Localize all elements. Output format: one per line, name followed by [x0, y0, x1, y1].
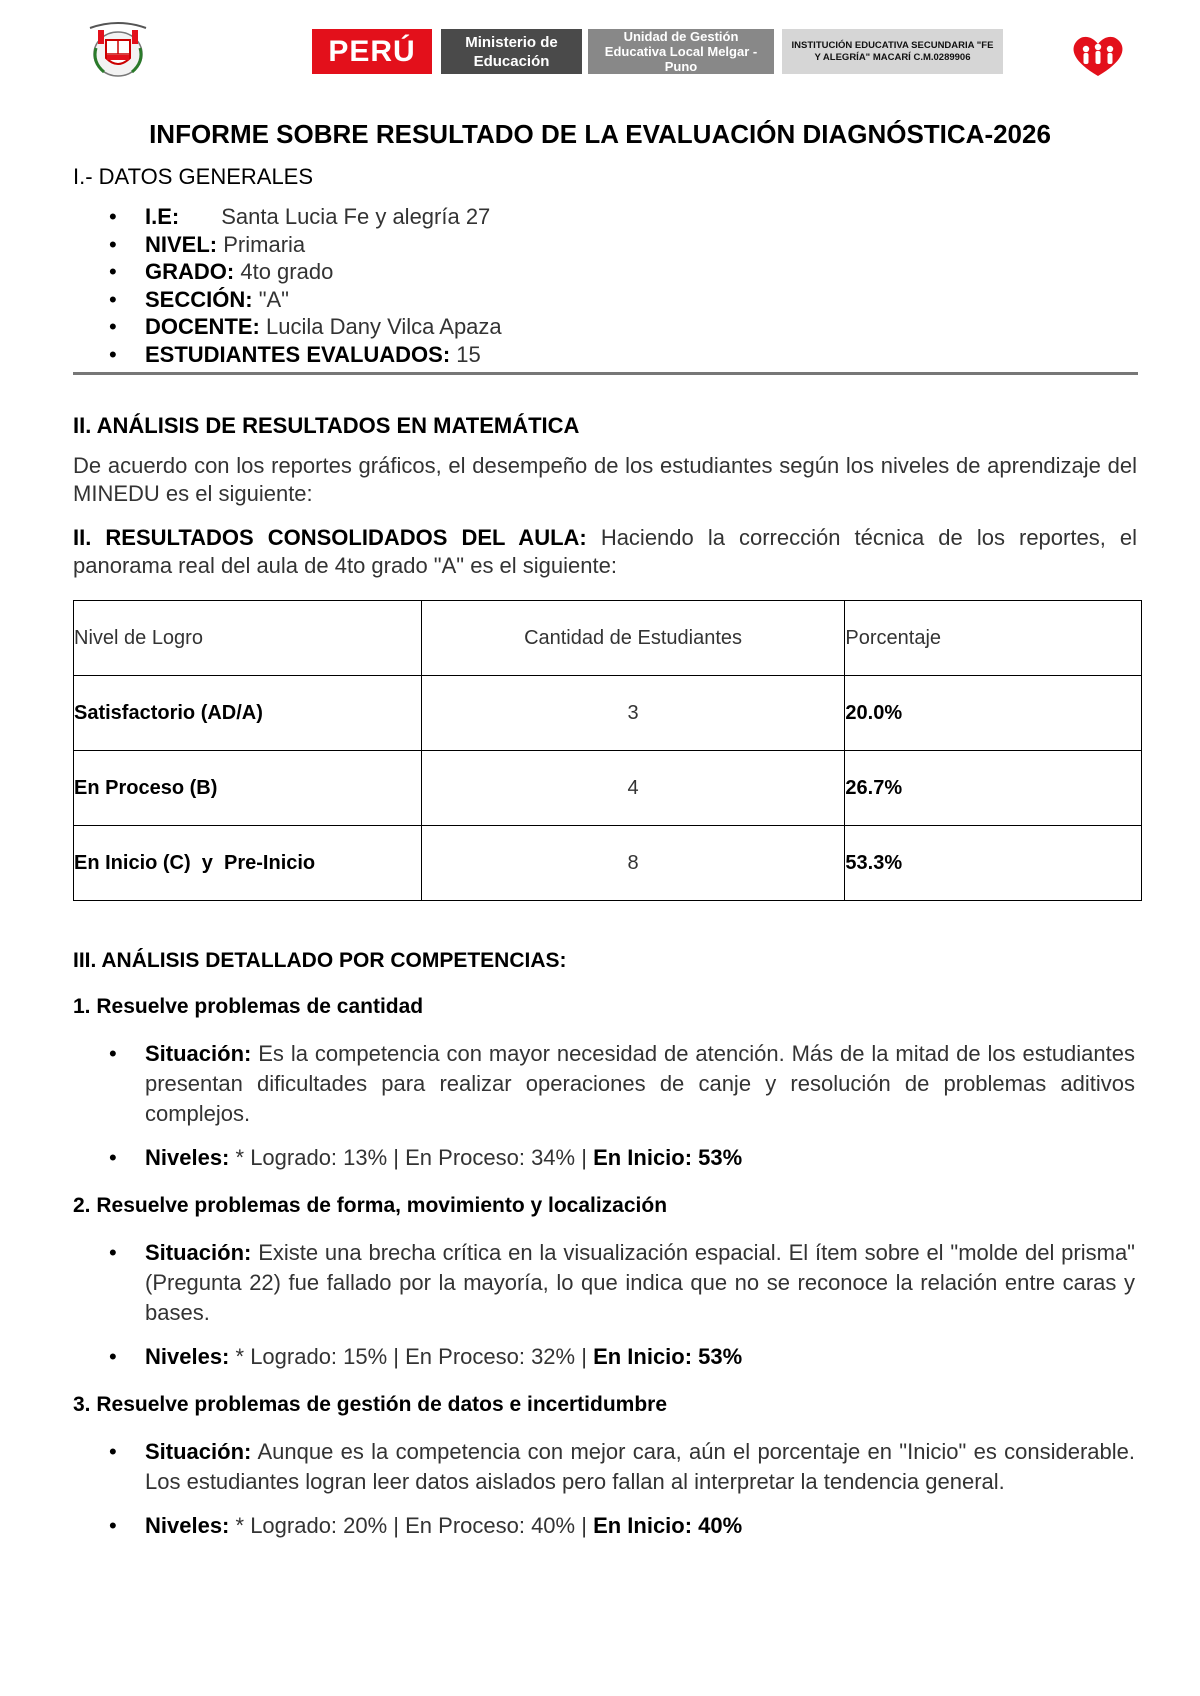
item-label: NIVEL: [145, 231, 218, 257]
section-general-data-heading: I.- DATOS GENERALES [73, 164, 314, 189]
table-cell-count: 3 [421, 676, 845, 751]
item-value: Santa Lucia Fe y alegría 27 [221, 204, 491, 229]
section-competencies-heading: III. ANÁLISIS DETALLADO POR COMPETENCIAS: [73, 949, 567, 972]
table-row [74, 826, 1142, 901]
analysis-paragraph: De acuerdo con los reportes gráficos, el desempeño de los estudiantes según los niveles de aprendizaje del MINEDU es el siguiente: [73, 453, 1137, 506]
item-label: DOCENTE: [145, 314, 260, 339]
situation-label: Situación: [145, 1240, 252, 1265]
levels-item [105, 1342, 1135, 1372]
competency-title: 2. Resuelve problemas de forma, movimiento y localización [73, 1194, 668, 1217]
competency-details [105, 1238, 1135, 1372]
situation-text: Aunque es la competencia con mejor cara, aún el porcentaje en "Inicio" es considerable. Los estudiantes logran leer datos aislados pero fallan al interpretar la tendencia general. [145, 1439, 1135, 1494]
list-item-estudiantes [105, 341, 502, 369]
situation-item [105, 1437, 1135, 1497]
table-header-row [74, 601, 1142, 676]
item-label: SECCIÓN: [145, 286, 253, 312]
table-cell-count: 4 [421, 751, 845, 826]
document-title: INFORME SOBRE RESULTADO DE LA EVALUACIÓN DIAGNÓSTICA-2026 [149, 119, 1051, 149]
item-value: 15 [456, 341, 481, 367]
item-label: I.E: [145, 204, 180, 229]
table-header-cell: Nivel de Logro [74, 601, 422, 676]
item-label: GRADO: [145, 259, 235, 284]
list-item-nivel [105, 231, 502, 259]
peru-brand-label: PERÚ [312, 29, 432, 74]
levels-label: Niveles: [145, 1145, 230, 1170]
table-cell-percent: 26.7% [845, 751, 1142, 826]
table-cell-percent: 20.0% [845, 676, 1142, 751]
list-item-seccion [105, 286, 502, 314]
competency-title: 1. Resuelve problemas de cantidad [73, 995, 424, 1018]
item-value: "A" [258, 286, 289, 312]
table-cell-level: En Inicio (C) y Pre-Inicio [74, 826, 422, 901]
general-data-list [105, 203, 502, 368]
institution-label: INSTITUCIÓN EDUCATIVA SECUNDARIA "FE Y ALEGRÍA" MACARÍ C.M.0289906 [782, 29, 1003, 74]
table-cell-count: 8 [421, 826, 845, 901]
item-value: Primaria [223, 231, 306, 257]
item-label: ESTUDIANTES EVALUADOS: [145, 341, 451, 367]
ministry-label: Ministerio de Educación [441, 29, 582, 74]
situation-label: Situación: [145, 1439, 252, 1464]
document-header [0, 0, 1200, 100]
situation-item [105, 1039, 1135, 1129]
levels-strong: En Inicio: 53% [593, 1344, 743, 1369]
fe-y-alegria-logo-icon [1068, 32, 1128, 80]
item-value: Lucila Dany Vilca Apaza [266, 314, 502, 339]
levels-label: Niveles: [145, 1344, 230, 1369]
list-item-grado [105, 258, 502, 286]
levels-text: * Logrado: 20% | En Proceso: 40% | [235, 1513, 587, 1538]
item-value: 4to grado [240, 259, 334, 284]
table-header-cell: Cantidad de Estudiantes [421, 601, 845, 676]
table-row [74, 676, 1142, 751]
table-cell-level: En Proceso (B) [74, 751, 422, 826]
consolidated-text: Haciendo la corrección técnica de los reportes, el panorama real del aula de 4to grado "A" es el siguiente: [73, 525, 1137, 578]
section-divider [73, 372, 1138, 375]
situation-text: Existe una brecha crítica en la visualización espacial. El ítem sobre el "molde del prisma" (Pregunta 22) fue fallado por la mayoría, lo que indica que no se reconoce la relación entre caras y bases. [145, 1240, 1135, 1325]
levels-text: * Logrado: 13% | En Proceso: 34% | [235, 1145, 587, 1170]
national-coat-of-arms-icon [84, 18, 152, 82]
levels-strong: En Inicio: 53% [593, 1145, 743, 1170]
situation-text: Es la competencia con mayor necesidad de atención. Más de la mitad de los estudiantes presentan dificultades para realizar operaciones de canje y resolución de problemas aditivos complejos. [145, 1041, 1135, 1126]
table-cell-level: Satisfactorio (AD/A) [74, 676, 422, 751]
ugel-label: Unidad de Gestión Educativa Local Melgar - Puno [588, 29, 774, 74]
consolidated-paragraph [73, 524, 1137, 580]
levels-text: * Logrado: 15% | En Proceso: 32% | [235, 1344, 587, 1369]
levels-strong: En Inicio: 40% [593, 1513, 743, 1538]
levels-item [105, 1511, 1135, 1541]
results-table [73, 600, 1142, 901]
competency-title: 3. Resuelve problemas de gestión de datos e incertidumbre [73, 1393, 668, 1416]
table-header-cell: Porcentaje [845, 601, 1142, 676]
levels-item [105, 1143, 1135, 1173]
situation-label: Situación: [145, 1041, 252, 1066]
table-row [74, 751, 1142, 826]
list-item-docente [105, 313, 502, 341]
situation-item [105, 1238, 1135, 1328]
list-item-ie [105, 203, 502, 231]
competency-details [105, 1039, 1135, 1173]
section-analysis-heading: II. ANÁLISIS DE RESULTADOS EN MATEMÁTICA [73, 413, 580, 438]
levels-label: Niveles: [145, 1513, 230, 1538]
competency-details [105, 1437, 1135, 1541]
consolidated-label: II. RESULTADOS CONSOLIDADOS DEL AULA: [73, 525, 587, 550]
table-cell-percent: 53.3% [845, 826, 1142, 901]
